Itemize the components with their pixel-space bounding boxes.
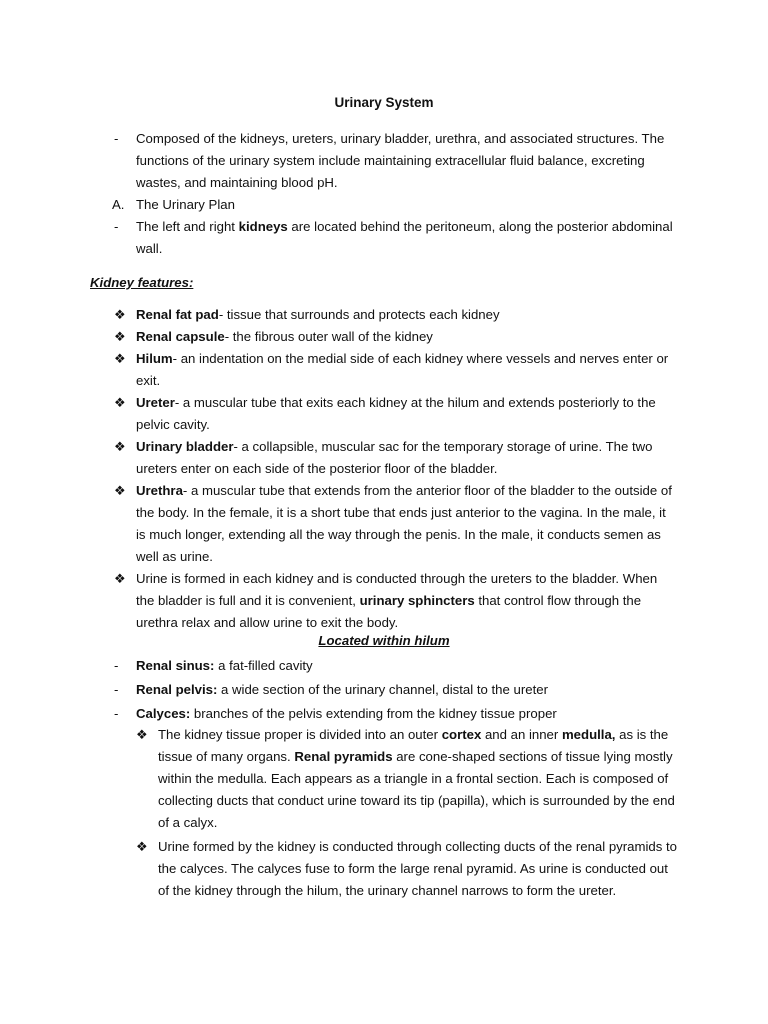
diamond-bullet-icon: ❖: [114, 351, 126, 366]
diamond-bullet-icon: ❖: [114, 483, 126, 498]
intro-list: [0, 128, 768, 260]
hilum-item: [0, 679, 768, 701]
feature-text: [136, 568, 676, 634]
features-list: [0, 304, 768, 634]
hilum-heading: Located within hilum: [318, 633, 450, 648]
bold-term: Urinary bladder: [136, 439, 234, 454]
text-run: a fat-filled cavity: [214, 658, 313, 673]
bold-term: Renal pelvis:: [136, 682, 218, 697]
feature-item: [0, 436, 768, 480]
feature-item: [0, 348, 768, 392]
text-run: a wide section of the urinary channel, distal to the ureter: [217, 682, 548, 697]
bold-term: Renal pyramids: [294, 749, 393, 764]
letter-marker: A.: [112, 197, 125, 212]
feature-text: [136, 480, 676, 568]
text-run: - tissue that surrounds and protects each kidney: [218, 307, 500, 322]
text-run: that control flow through the urethra relax and allow urine to exit the body.: [136, 593, 642, 630]
bold-term: Hilum: [136, 351, 173, 366]
intro-text: [136, 216, 676, 260]
text-run: - the fibrous outer wall of the kidney: [224, 329, 433, 344]
sub-item: [0, 724, 768, 834]
sub-item-text: Urine formed by the kidney is conducted through collecting ducts of the renal pyramids to the calyces. The calyces fuse to form the large renal pyramid. As urine is conducted out of the kidney through the hilum, the urinary channel narrows to form the ureter.: [158, 839, 677, 898]
bold-term: Renal sinus:: [136, 658, 215, 673]
bold-term: Calyces:: [136, 706, 191, 721]
text-run: - an indentation on the medial side of each kidney where vessels and nerves enter or exit.: [136, 351, 669, 388]
bold-term: Renal capsule: [136, 329, 225, 344]
text-run: branches of the pelvis extending from the kidney tissue proper: [190, 706, 557, 721]
hilum-text: [136, 703, 676, 725]
dash-marker: -: [114, 219, 119, 234]
dash-marker: -: [114, 131, 119, 146]
hilum-item: [0, 703, 768, 725]
feature-text: [136, 392, 676, 436]
diamond-bullet-icon: ❖: [114, 439, 126, 454]
text-run: - a muscular tube that extends from the anterior floor of the bladder to the outside of the body. In the female, it is a short tube that ends just anterior to the vagina. In the male, it is much longer, extending all the way through the penis. In the male, it conducts semen as well as urine.: [136, 483, 672, 564]
diamond-bullet-icon: ❖: [114, 307, 126, 322]
intro-item: [0, 128, 768, 194]
dash-marker: -: [114, 658, 119, 673]
feature-item: [0, 480, 768, 568]
text-run: Urine is formed in each kidney and is conducted through the ureters to the bladder. When the bladder is full and it is convenient,: [136, 571, 658, 608]
hilum-text: [136, 655, 676, 677]
text-run: The kidney tissue proper is divided into an outer: [158, 727, 442, 742]
feature-item: [0, 568, 768, 634]
text-run: are cone-shaped sections of tissue lying mostly within the medulla. Each appears as a triangle in a frontal section. Each is composed of collecting ducts that conduct urine toward its tip (papilla), which is surrounded by the end of a calyx.: [158, 749, 675, 830]
text-run: are located behind the peritoneum, along the posterior abdominal wall.: [136, 219, 673, 256]
diamond-bullet-icon: ❖: [114, 395, 126, 410]
text-run: - a muscular tube that exits each kidney at the hilum and extends posteriorly to the pelvic cavity.: [136, 395, 656, 432]
dash-marker: -: [114, 706, 119, 721]
intro-item: [0, 216, 768, 260]
feature-item: [0, 304, 768, 326]
text-run: The left and right: [136, 219, 239, 234]
diamond-bullet-icon: ❖: [136, 727, 148, 742]
bold-term: cortex: [441, 727, 482, 742]
hilum-text: [136, 679, 676, 701]
feature-item: [0, 392, 768, 436]
diamond-bullet-icon: ❖: [114, 329, 126, 344]
bold-term: Renal fat pad: [136, 307, 219, 322]
calyces-sublist: [0, 724, 768, 902]
bold-term: urinary sphincters: [359, 593, 475, 608]
text-run: as is the tissue of many organs.: [158, 727, 669, 764]
text-run: - a collapsible, muscular sac for the temporary storage of urine. The two ureters enter on each side of the posterior floor of the bladder.: [136, 439, 653, 476]
sub-item-text: [158, 724, 678, 834]
intro-item: [0, 194, 768, 216]
dash-marker: -: [114, 682, 119, 697]
text-run: and an inner: [481, 727, 562, 742]
bold-term: kidneys: [238, 219, 288, 234]
sub-item: [0, 836, 768, 902]
bold-term: medulla,: [561, 727, 616, 742]
intro-text: The Urinary Plan: [136, 197, 235, 212]
feature-text: [136, 436, 676, 480]
hilum-item: [0, 655, 768, 677]
kidney-features-heading: Kidney features:: [90, 275, 194, 290]
diamond-bullet-icon: ❖: [114, 571, 126, 586]
feature-item: [0, 326, 768, 348]
feature-text: [136, 348, 676, 392]
feature-text: [136, 326, 676, 348]
intro-text: Composed of the kidneys, ureters, urinary bladder, urethra, and associated structures. The functions of the urinary system include maintaining extracellular fluid balance, excreting wastes, and maintaining blood pH.: [136, 131, 665, 190]
bold-term: Urethra: [136, 483, 183, 498]
hilum-list: [0, 655, 768, 725]
feature-text: [136, 304, 676, 326]
bold-term: Ureter: [136, 395, 175, 410]
document-title: Urinary System: [334, 95, 434, 110]
diamond-bullet-icon: ❖: [136, 839, 148, 854]
